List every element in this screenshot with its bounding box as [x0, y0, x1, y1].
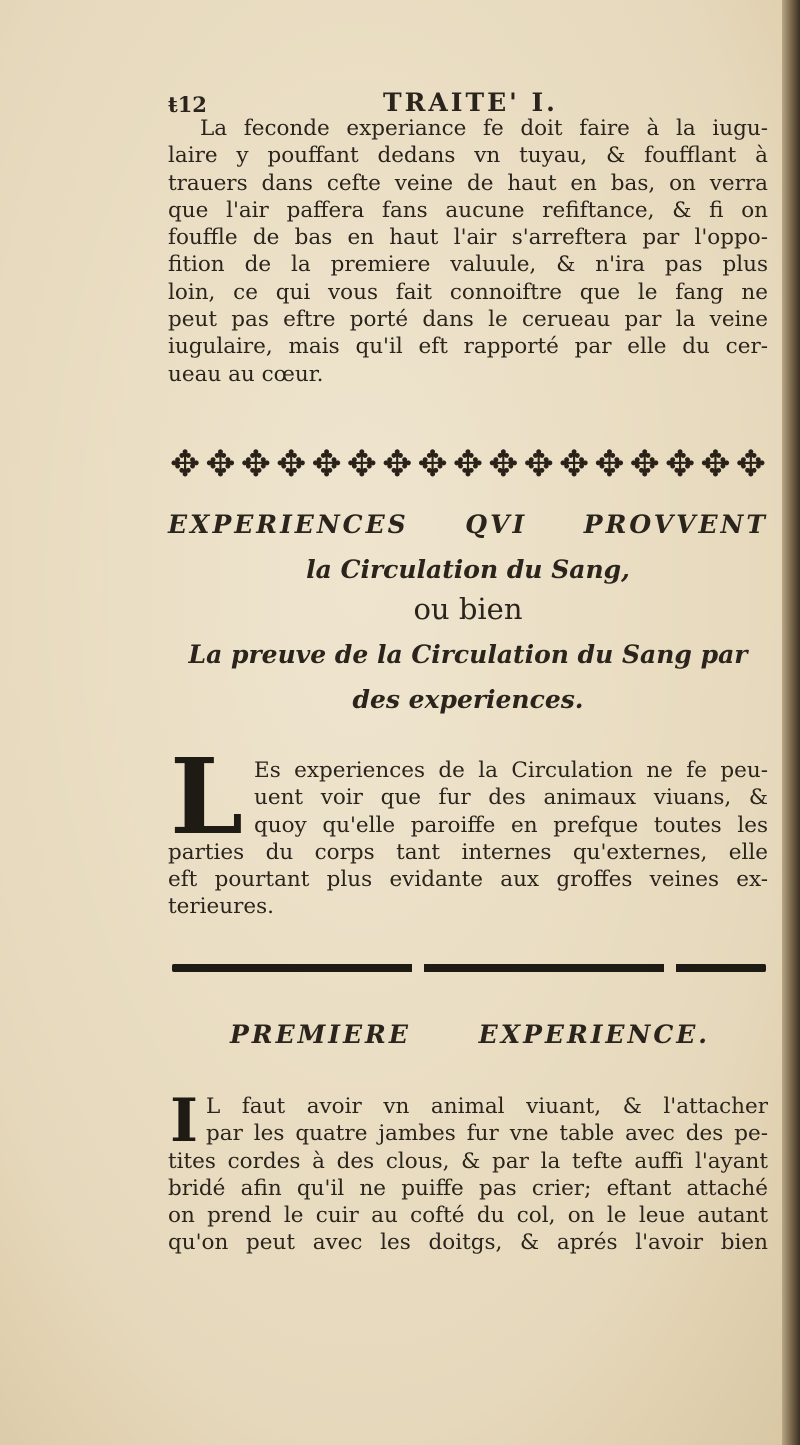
text-line: uent voir que fur des animaux viuans, &: [254, 785, 768, 811]
fleuron-ornament: ✥: [311, 444, 342, 485]
fleuron-ornament: ✥: [700, 444, 731, 485]
fleuron-ornament: ✥: [205, 444, 236, 485]
fleuron-ornament: ✥: [523, 444, 554, 485]
text-line: quoy qu'elle paroiffe en prefque toutes les: [254, 812, 768, 838]
book-gutter: [782, 0, 800, 1445]
fleuron-ornament: ✥: [594, 444, 625, 485]
text-line: bridé afin qu'il ne puiffe pas crier; eftant attaché: [168, 1175, 768, 1201]
text-line: L faut avoir vn animal viuant, & l'attacher: [206, 1094, 768, 1119]
fleuron-ornament: ✥: [558, 444, 590, 485]
section-heading-line-4: La preuve de la Circulation du Sang par: [188, 640, 748, 669]
section-heading-line-3: ou bien: [413, 592, 523, 626]
text-line: qu'on peut avec les doitgs, & aprés l'avoir bien: [168, 1230, 768, 1256]
text-line: Es experiences de la Circulation ne fe peu-: [254, 758, 768, 783]
fleuron-ornament: ✥: [170, 444, 201, 485]
fleuron-ornament: ✥: [452, 444, 484, 485]
text-line: fition de la premiere valuule, & n'ira pas plus: [168, 252, 768, 278]
paragraph-2: [168, 735, 768, 921]
text-line: eft pourtant plus evidante aux groffes veines ex-: [168, 867, 768, 893]
text-line: La feconde experiance fe doit faire à la iugu-: [200, 116, 768, 141]
fleuron-ornament: ✥: [417, 444, 448, 485]
text-line: fouffle de bas en haut l'air s'arreftera par l'oppo-: [168, 225, 768, 251]
fleuron-ornament: ✥: [735, 444, 766, 485]
text-line: laire y pouffant dedans vn tuyau, & foufflant à: [168, 143, 768, 169]
text-line: ueau au cœur.: [168, 361, 324, 387]
text-line: trauers dans cefte veine de haut en bas, on verra: [168, 170, 768, 196]
fleuron-ornament: ✥: [629, 444, 660, 485]
running-title: TRAITE' I.: [383, 88, 558, 117]
text-line: loin, ce qui vous fait connoiftre que le fang ne: [168, 279, 768, 305]
paragraph-3: [168, 1086, 768, 1257]
section-heading-line-5: des experiences.: [352, 685, 584, 714]
section-divider-rule: [172, 964, 766, 972]
ornament-band: [170, 440, 766, 490]
drop-cap: I: [170, 1086, 199, 1156]
subsection-title: PREMIERE EXPERIENCE.: [230, 1020, 710, 1049]
text-line: parties du corps tant internes qu'externes, elle: [168, 839, 768, 865]
page-number: ŧ12: [168, 92, 207, 117]
section-heading-line-2: la Circulation du Sang,: [306, 555, 630, 584]
fleuron-ornament: ✥: [240, 444, 271, 485]
section-heading-line-1: EXPERIENCES QVI PROVVENT: [168, 510, 768, 539]
text-line: peut pas eftre porté dans le cerueau par la veine: [168, 307, 768, 333]
text-line: tites cordes à des clous, & par la tefte auffi l'ayant: [168, 1148, 768, 1174]
text-line: iugulaire, mais qu'il eft rapporté par elle du cer-: [168, 334, 768, 360]
fleuron-ornament: ✥: [665, 444, 696, 485]
fleuron-ornament: ✥: [346, 444, 377, 485]
text-line: par les quatre jambes fur vne table avec des pe-: [206, 1121, 768, 1147]
drop-cap: L: [170, 735, 244, 858]
fleuron-ornament: ✥: [488, 444, 519, 485]
text-line: terieures.: [168, 894, 274, 920]
text-line: que l'air paffera fans aucune refiftance, & fi on: [168, 197, 768, 223]
fleuron-ornament: ✥: [382, 444, 413, 485]
text-line: on prend le cuir au cofté du col, on le leue autant: [168, 1203, 768, 1229]
fleuron-ornament: ✥: [276, 444, 307, 485]
paragraph-1: [168, 115, 768, 388]
